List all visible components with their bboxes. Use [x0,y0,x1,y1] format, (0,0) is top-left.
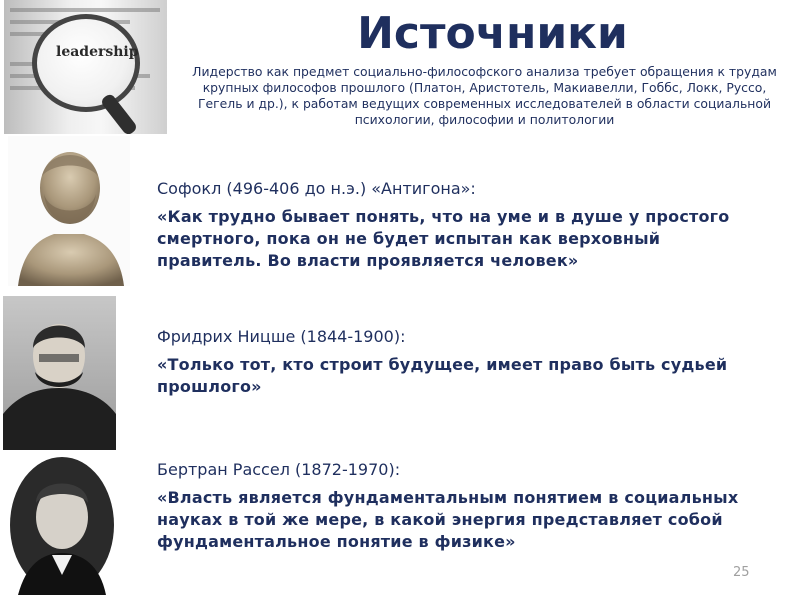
slide-subtitle: Лидерство как предмет социально-философского анализа требует обращения к трудам крупных философов прошлого (Платон, Аристотель, Макиавелли, Гоббс, Локк, Руссо, Гегель и др.), к работам ведущих современных исследователей в области социальной психологии, философии и политологии [192,64,777,127]
leadership-magnifier-photo [4,0,167,134]
russell-portrait [8,455,117,595]
nietzsche-portrait [3,296,116,450]
magnifier-lens [32,14,140,112]
source-quote: «Власть является фундаментальным понятием в социальных науках в той же мере, в какой энергия представляет собой фундаментальное понятие в физике» [157,488,739,551]
source-quote: «Только тот, кто строит будущее, имеет право быть судьей прошлого» [157,355,728,396]
source-sophocles [157,178,757,272]
source-author-line: Бертран Рассел (1872-1970): [157,460,401,479]
source-quote: «Как трудно бывает понять, что на уме и в душе у простого смертного, пока он не будет испытан как верховный правитель. Во власти проявляется человек» [157,207,730,270]
sophocles-portrait [8,136,130,286]
sophocles-bust-image [8,136,130,286]
slide-title: Источники [357,8,628,59]
source-russell [157,459,757,553]
text-line [10,8,160,12]
source-nietzsche [157,326,757,398]
source-author-line: Софокл (496-406 до н.э.) «Антигона»: [157,179,476,198]
slide-page-number: 25 [733,565,750,580]
russell-photo [8,455,117,595]
lens-word: leadership [56,44,139,60]
nietzsche-photo [3,296,116,450]
source-author-line: Фридрих Ницше (1844-1900): [157,327,406,346]
